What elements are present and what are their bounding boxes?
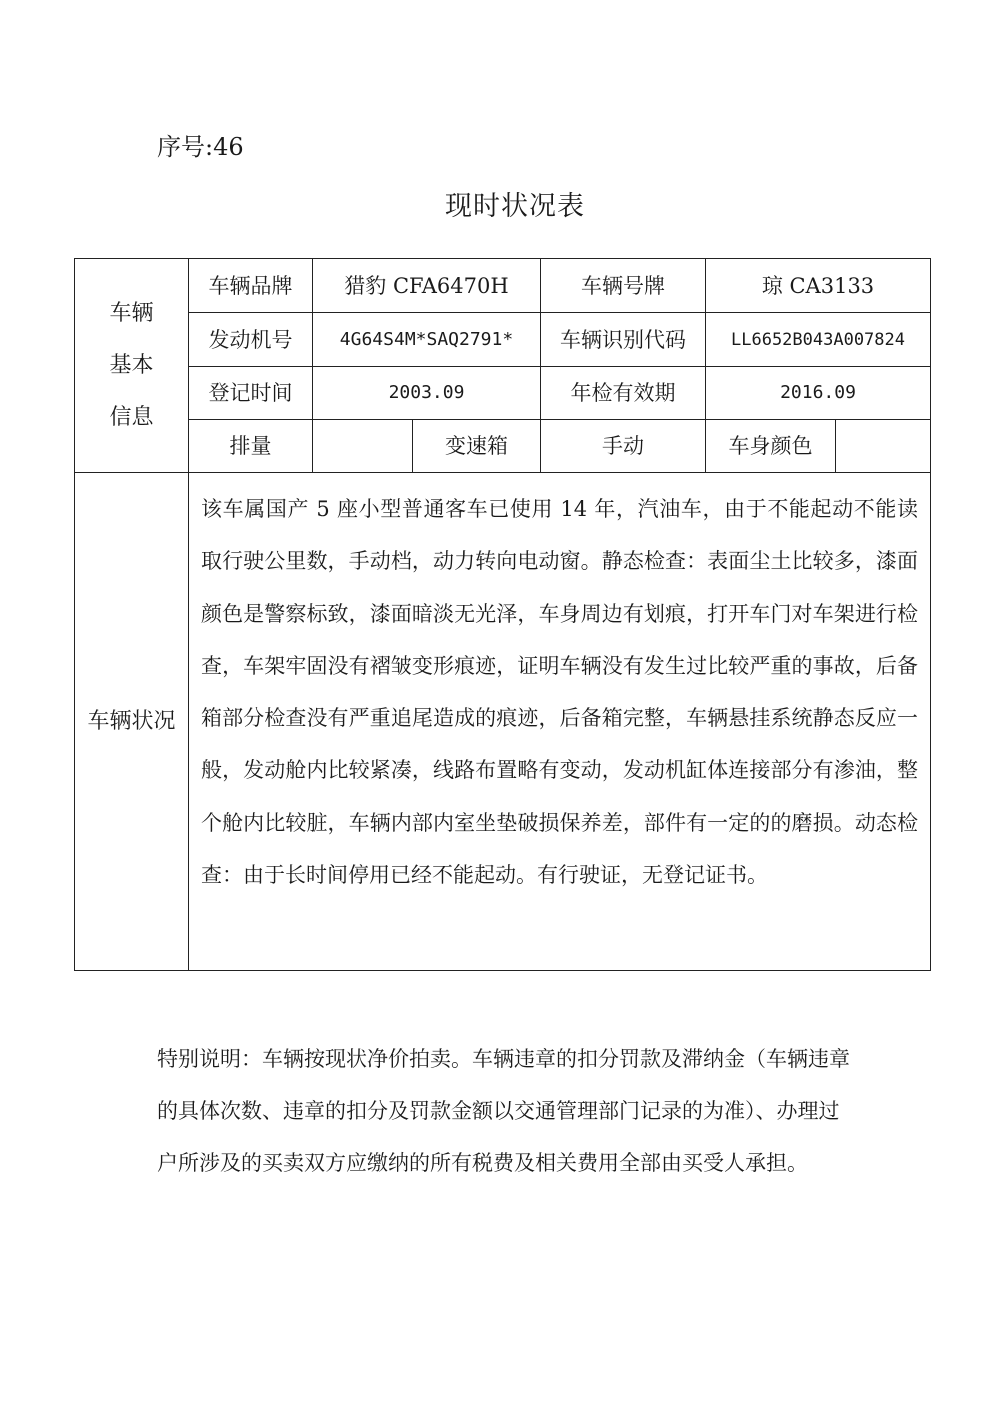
page-title: 现时状况表 (445, 191, 585, 222)
vehicle-status-table (74, 258, 931, 971)
engine-label: 发动机号 (188, 312, 313, 367)
special-note: 特别说明：车辆按现状净价拍卖。车辆违章的扣分罚款及滞纳金（车辆违章的具体次数、违章的扣分及罚款金额以交通管理部门记录的为准）、办理过户所涉及的买卖双方应缴纳的所有税费及相关费用全部由买受人承担。 (157, 1047, 850, 1175)
section-label-line-3: 信息 (109, 404, 154, 430)
engine-value: 4G64S4M*SAQ2791* (312, 312, 541, 367)
displacement-value (312, 419, 413, 473)
basic-info-section-label (74, 258, 189, 473)
condition-label: 车辆状况 (74, 472, 189, 971)
reg-date-value: 2003.09 (312, 366, 541, 420)
plate-value: 琼 CA3133 (705, 258, 931, 313)
inspection-label: 年检有效期 (540, 366, 706, 420)
vin-value: LL6652B043A007824 (705, 312, 931, 367)
serial-number: 序号:46 (157, 133, 244, 161)
displacement-label: 排量 (188, 419, 313, 473)
section-label-line-2: 基本 (109, 352, 154, 378)
brand-label: 车辆品牌 (188, 258, 313, 313)
brand-value: 猎豹 CFA6470H (312, 258, 541, 313)
inspection-value: 2016.09 (705, 366, 931, 420)
body-color-label: 车身颜色 (705, 419, 836, 473)
section-label-line-1: 车辆 (109, 300, 154, 326)
vin-label: 车辆识别代码 (540, 312, 706, 367)
body-color-value (835, 419, 931, 473)
gearbox-value: 手动 (540, 419, 706, 473)
gearbox-label: 变速箱 (412, 419, 541, 473)
plate-label: 车辆号牌 (540, 258, 706, 313)
condition-description: 该车属国产 5 座小型普通客车已使用 14 年，汽油车，由于不能起动不能读取行驶公里数，手动档，动力转向电动窗。静态检查：表面尘土比较多，漆面颜色是警察标致，漆面暗淡无光泽，车身周边有划痕，打开车门对车架进行检查，车架牢固没有褶皱变形痕迹，证明车辆没有发生过比较严重的事故，后备箱部分检查没有严重追尾造成的痕迹，后备箱完整，车辆悬挂系统静态反应一般，发动舱内比较紧凑，线路布置略有变动，发动机缸体连接部分有渗油，整个舱内比较脏，车辆内部内室坐垫破损保养差，部件有一定的的磨损。动态检查：由于长时间停用已经不能起动。有行驶证，无登记证书。 (188, 472, 931, 971)
reg-date-label: 登记时间 (188, 366, 313, 420)
